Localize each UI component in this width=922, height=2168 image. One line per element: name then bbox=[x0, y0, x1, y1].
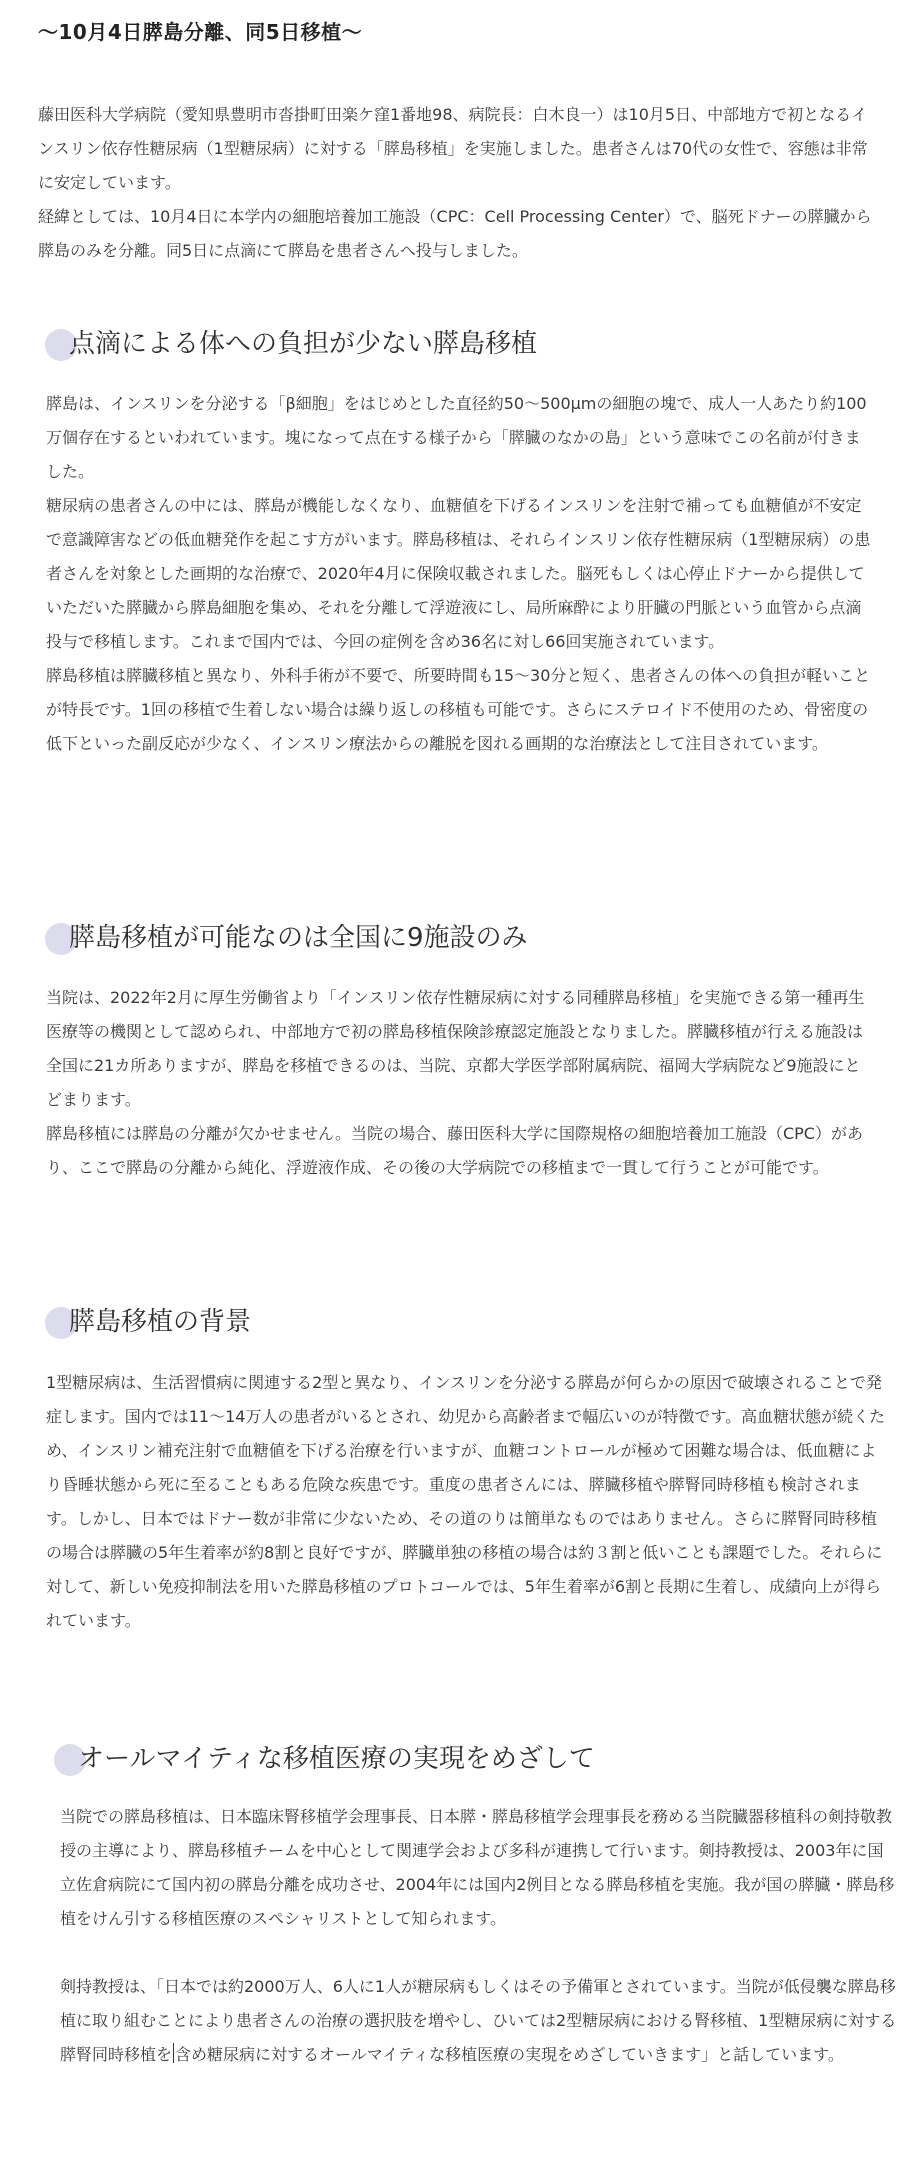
section-heading-1 bbox=[45, 327, 537, 361]
intro-paragraph-1: 藤田医科大学病院（愛知県豊明市沓掛町田楽ケ窪1番地98、病院長：白木良一）は10月5日、中部地方で初となるインスリン依存性糖尿病（1型糖尿病）に対する「膵島移植」を実施しました。患者さんは70代の女性で、容態は非常に安定しています。 bbox=[38, 105, 868, 192]
section-4-spacer bbox=[60, 1936, 898, 1970]
section-2-paragraph-1: 当院は、2022年2月に厚生労働省より「インスリン依存性糖尿病に対する同種膵島移植」を実施できる第一種再生医療等の機関として認められ、中部地方で初の膵島移植保険診療認定施設となりました。膵臓移植が行える施設は全国に21カ所ありますが、膵島を移植できるのは、当院、京都大学医学部附属病院、福岡大学病院など9施設にとどまります。 bbox=[46, 988, 865, 1109]
section-heading-4-text: オールマイティな移植医療の実現をめざして bbox=[78, 1744, 595, 1774]
section-4-quote-part-2: 含め糖尿病に対するオールマイティな移植医療の実現をめざしていきます」と話しています。 bbox=[175, 2045, 844, 2064]
section-1-paragraph-2: 糖尿病の患者さんの中には、膵島が機能しなくなり、血糖値を下げるインスリンを注射で補っても血糖値が不安定で意識障害などの低血糖発作を起こす方がいます。膵島移植は、それらインスリン依存性糖尿病（1型糖尿病）の患者さんを対象とした画期的な治療で、2020年4月に保険収載されました。脳死もしくは心停止ドナーから提供していただいた膵臓から膵島細胞を集め、それを分離して浮遊液にし、局所麻酔により肝臓の門脈という血管から点滴投与で移植します。これまで国内では、今回の症例を含め36名に対し66回実施されています。 bbox=[46, 496, 871, 651]
section-4-body bbox=[60, 1800, 898, 2072]
section-4-quote bbox=[60, 1970, 898, 2072]
section-2-body bbox=[46, 981, 876, 1185]
section-3-paragraph-1: 1型糖尿病は、生活習慣病に関連する2型と異なり、インスリンを分泌する膵島が何らかの原因で破壊されることで発症します。国内では11〜14万人の患者がいるとされ、幼児から高齢者まで幅広いのが特徴です。高血糖状態が続くため、インスリン補充注射で血糖値を下げる治療を行いますが、血糖コントロールが極めて困難な場合は、低血糖により昏睡状態から死に至ることもある危険な疾患です。重度の患者さんには、膵臓移植や膵腎同時移植も検討されます。しかし、日本ではドナー数が非常に少ないため、その道のりは簡単なものではありません。さらに膵腎同時移植の場合は膵臓の5年生着率が約8割と良好ですが、膵臓単独の移植の場合は約３割と低いことも課題でした。それらに対して、新しい免疫抑制法を用いた膵島移植のプロトコールでは、5年生着率が6割と長期に生着し、成績向上が得られています。 bbox=[46, 1373, 886, 1630]
section-4-quote-part-1: 剣持教授は、「日本では約2000万人、6人に1人が糖尿病もしくはその予備軍とされています。当院が低侵襲な膵島移植に取り組むことにより患者さんの治療の選択肢を増やし、ひいては2型糖尿病における腎移植、1型糖尿病に対する膵腎同時移植を bbox=[60, 1977, 897, 2064]
section-1-body bbox=[46, 387, 876, 761]
section-heading-2-text: 膵島移植が可能なのは全国に9施設のみ bbox=[69, 923, 528, 953]
article-subtitle: 〜10月4日膵島分離、同5日移植〜 bbox=[38, 20, 363, 44]
intro-text bbox=[38, 98, 876, 268]
section-3-body bbox=[46, 1366, 888, 1638]
section-2-paragraph-2: 膵島移植には膵島の分離が欠かせません。当院の場合、藤田医科大学に国際規格の細胞培養加工施設（CPC）があり、ここで膵島の分離から純化、浮遊液作成、その後の大学病院での移植まで一貫して行うことが可能です。 bbox=[46, 1124, 863, 1177]
section-heading-4 bbox=[54, 1742, 595, 1776]
text-caret bbox=[173, 2043, 174, 2063]
intro-paragraph-2: 経緯としては、10月4日に本学内の細胞培養加工施設（CPC：Cell Processing Center）で、脳死ドナーの膵臓から膵島のみを分離。同5日に点滴にて膵島を患者さんへ投与しました。 bbox=[38, 207, 872, 260]
section-heading-1-text: 点滴による体への負担が少ない膵島移植 bbox=[69, 329, 538, 359]
section-heading-2 bbox=[45, 921, 528, 955]
section-heading-3 bbox=[45, 1305, 251, 1339]
section-heading-3-text: 膵島移植の背景 bbox=[69, 1307, 252, 1337]
section-4-paragraph-1: 当院での膵島移植は、日本臨床腎移植学会理事長、日本膵・膵島移植学会理事長を務める当院臓器移植科の剣持敬教授の主導により、膵島移植チームを中心として関連学会および多科が連携して行います。剣持教授は、2003年に国立佐倉病院にて国内初の膵島分離を成功させ、2004年には国内2例目となる膵島移植を実施。我が国の膵臓・膵島移植をけん引する移植医療のスペシャリストとして知られます。 bbox=[60, 1807, 895, 1928]
section-1-paragraph-1: 膵島は、インスリンを分泌する「β細胞」をはじめとした直径約50〜500μmの細胞の塊で、成人一人あたり約100万個存在するといわれています。塊になって点在する様子から「膵臓のなかの島」という意味でこの名前が付きました。 bbox=[46, 394, 867, 481]
section-1-paragraph-3: 膵島移植は膵臓移植と異なり、外科手術が不要で、所要時間も15〜30分と短く、患者さんの体への負担が軽いことが特長です。1回の移植で生着しない場合は繰り返しの移植も可能です。さらにステロイド不使用のため、骨密度の低下といった副反応が少なく、インスリン療法からの離脱を図れる画期的な治療法として注目されています。 bbox=[46, 666, 871, 753]
